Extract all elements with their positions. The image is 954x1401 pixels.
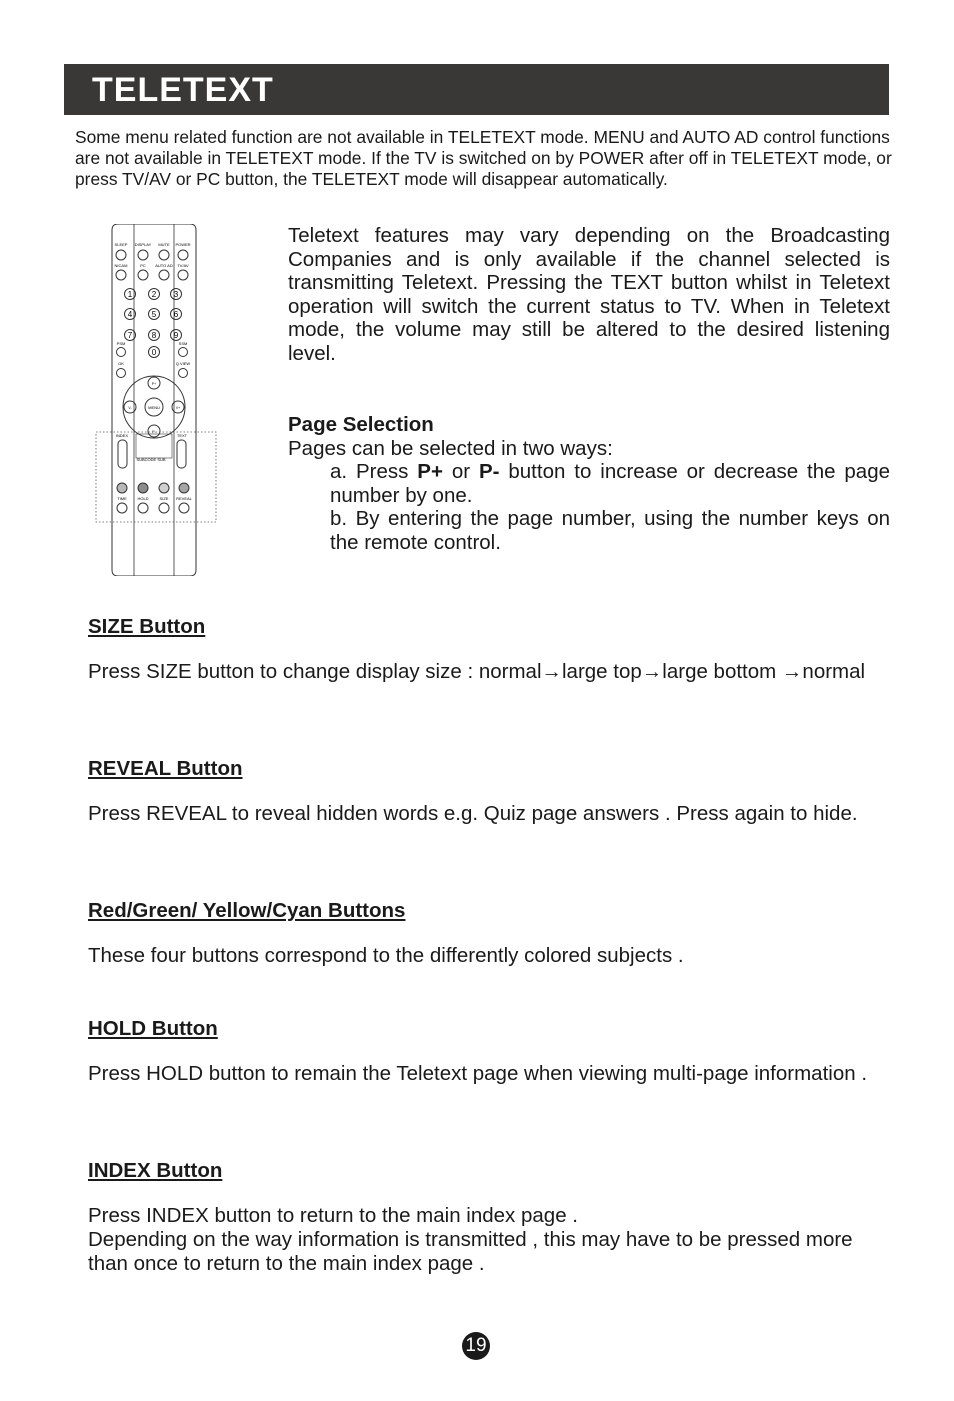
remote-key-8: 8	[151, 331, 157, 340]
key-p-plus: P+	[417, 460, 443, 483]
remote-label-qview: Q.VIEW	[175, 361, 191, 366]
teletext-description: Teletext features may vary depending on the Broadcasting Companies and is only available if the channel selected is transmitting Teletext. Pressing the TEXT button whilst in Teletext operation will switch the current status to TV. When in Teletext mode, the volume may still be altered to the desired listening level.	[288, 224, 890, 365]
key-p-minus: P-	[478, 460, 500, 483]
page-title: TELETEXT	[92, 71, 274, 109]
remote-label-power: POWER	[175, 242, 191, 247]
remote-key-7: 7	[127, 331, 133, 340]
page-selection-intro: Pages can be selected in two ways:	[288, 436, 613, 460]
remote-label-menu: MENU	[148, 405, 160, 410]
section-size	[88, 614, 888, 684]
page-selection-option-b: b. By entering the page number, using the number keys on the remote control.	[330, 507, 890, 554]
remote-label-subcode: SUBCODE SUB	[136, 457, 166, 462]
remote-label-pplus: P+	[151, 382, 157, 386]
color-buttons-heading: Red/Green/ Yellow/Cyan Buttons	[88, 899, 406, 922]
remote-label-sleep: SLEEP	[114, 242, 128, 247]
page-selection	[288, 413, 890, 554]
remote-label-pminus: P-	[152, 430, 156, 434]
remote-key-1: 1	[127, 290, 133, 299]
remote-color-yellow	[159, 483, 169, 493]
page-selection-title: Page Selection	[288, 413, 434, 436]
index-button-heading: INDEX Button	[88, 1159, 223, 1182]
reveal-button-text: Press REVEAL to reveal hidden words e.g. Quiz page answers . Press again to hide.	[88, 802, 858, 825]
color-buttons-text: These four buttons correspond to the differently colored subjects .	[88, 944, 684, 967]
remote-control-illustration	[92, 224, 222, 576]
remote-label-tvav: TV/AV	[177, 263, 189, 268]
remote-label-pc: PC	[140, 263, 146, 268]
size-button-heading: SIZE Button	[88, 615, 206, 638]
remote-label-autoad: AUTO AD	[155, 263, 173, 268]
remote-label-size: SIZE	[159, 496, 169, 501]
remote-key-0: 0	[151, 348, 157, 357]
remote-label-display: DISPLAY	[134, 242, 152, 247]
remote-color-cyan	[179, 483, 189, 493]
section-reveal	[88, 756, 888, 826]
remote-key-5: 5	[151, 310, 157, 319]
hold-button-heading: HOLD Button	[88, 1017, 218, 1040]
remote-label-time: TIME	[117, 496, 127, 501]
remote-key-3: 3	[173, 290, 179, 299]
remote-label-ssm: SSM	[178, 341, 188, 346]
page-selection-option-a: a. Press P+ or P- button to increase or decrease the page number by one.	[330, 460, 891, 507]
remote-label-reveal: REVEAL	[176, 496, 192, 501]
intro-paragraph: Some menu related function are not available in TELETEXT mode. MENU and AUTO AD control functions are not available in TELETEXT mode. If the TV is switched on by POWER after off in TELETEXT mode, or press TV/AV or PC button, the TELETEXT mode will disappear automatically.	[75, 127, 892, 189]
section-color-buttons	[88, 898, 888, 968]
remote-label-nicam: NICAM	[114, 263, 128, 268]
index-button-text: Press INDEX button to return to the main index page .	[88, 1204, 578, 1227]
remote-label-text: TEXT	[176, 433, 188, 438]
hold-button-text: Press HOLD button to remain the Teletext page when viewing multi-page information .	[88, 1062, 868, 1085]
size-button-text: Press SIZE button to change display size : normal→large top→large bottom →normal	[88, 660, 866, 683]
section-index	[88, 1158, 888, 1276]
page-number: 19	[462, 1332, 490, 1360]
remote-label-psm: PSM	[116, 341, 126, 346]
remote-color-green	[138, 483, 148, 493]
reveal-button-heading: REVEAL Button	[88, 757, 243, 780]
remote-key-9: 9	[173, 331, 179, 340]
section-hold	[88, 1016, 888, 1086]
remote-label-mute: MUTE	[158, 242, 170, 247]
remote-key-4: 4	[127, 310, 133, 319]
header-bar	[64, 64, 889, 115]
remote-color-red	[117, 483, 127, 493]
remote-label-hold: HOLD	[137, 496, 149, 501]
remote-label-ok: OK	[118, 361, 124, 366]
remote-label-index: INDEX	[115, 433, 129, 438]
remote-label-vminus: V-	[128, 406, 132, 410]
index-button-text-2: Depending on the way information is transmitted , this may have to be pressed more than once to return to the main index page .	[88, 1228, 853, 1275]
remote-label-vplus: V+	[175, 406, 181, 410]
remote-key-2: 2	[151, 290, 157, 299]
remote-key-6: 6	[173, 310, 179, 319]
